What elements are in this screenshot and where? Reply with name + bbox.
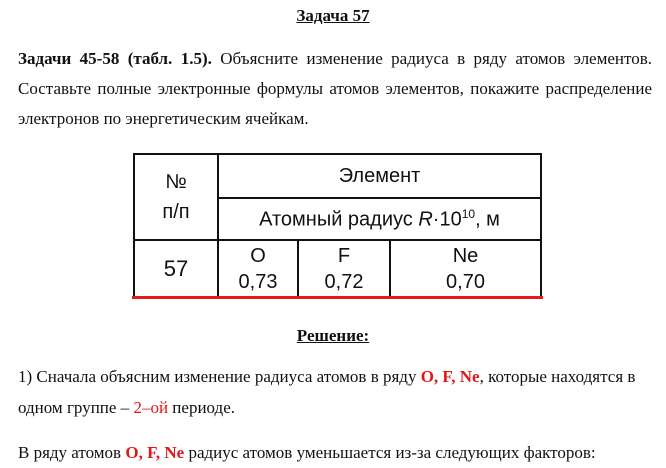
paragraph-1-elements: O, F, Ne [420, 367, 480, 386]
element-symbol: Ne [452, 245, 479, 267]
number-header [134, 154, 218, 240]
radius-header-unit: , м [475, 208, 500, 231]
element-radius: 0,72 [324, 271, 364, 293]
task-label: Задачи 45-58 (табл. 1.5). [18, 49, 212, 68]
paragraph-1-text-c: периоде. [168, 398, 235, 417]
task-statement [18, 44, 652, 134]
number-header-line1: № [165, 171, 187, 193]
radius-header-prefix: Атомный радиус [259, 208, 419, 231]
element-cell-ne [390, 240, 541, 298]
paragraph-1-text-a: 1) Сначала объясним изменение радиуса атомов в ряду [18, 367, 421, 386]
row-number-cell: 57 [134, 240, 218, 298]
paragraph-2-elements: O, F, Ne [125, 443, 185, 462]
radius-header-var: R [418, 208, 433, 231]
paragraph-1-period: 2–ой [133, 398, 169, 417]
solution-title: Решение: [296, 326, 370, 345]
element-header: Элемент [218, 154, 541, 198]
page-title: Задача 57 [296, 6, 370, 25]
element-table [133, 153, 542, 299]
radius-header-mid: ·10 [432, 208, 462, 231]
element-radius: 0,73 [238, 271, 278, 293]
paragraph-2 [18, 437, 658, 468]
task-text: Объясните изменение радиуса в ряду атомов элементов. Составьте полные электронные формулы атомов элементов, покажите распределение электронов по энергетическим ячейкам. [18, 49, 652, 128]
element-radius: 0,70 [446, 271, 485, 293]
red-underline [132, 296, 543, 299]
element-symbol: F [337, 245, 351, 267]
element-cell-f [298, 240, 390, 298]
element-cell-o [218, 240, 298, 298]
number-header-line2: п/п [162, 201, 190, 223]
paragraph-2-text-a: В ряду атомов [18, 443, 126, 462]
radius-header-exp: 10 [461, 206, 476, 221]
radius-header [218, 198, 541, 240]
paragraph-1-text-b: , которые находятся в одном группе – [18, 367, 636, 417]
paragraph-2-text-b: радиус атомов уменьшается из-за следующих факторов: [184, 443, 596, 462]
paragraph-1 [18, 361, 658, 423]
element-symbol: O [250, 245, 266, 267]
